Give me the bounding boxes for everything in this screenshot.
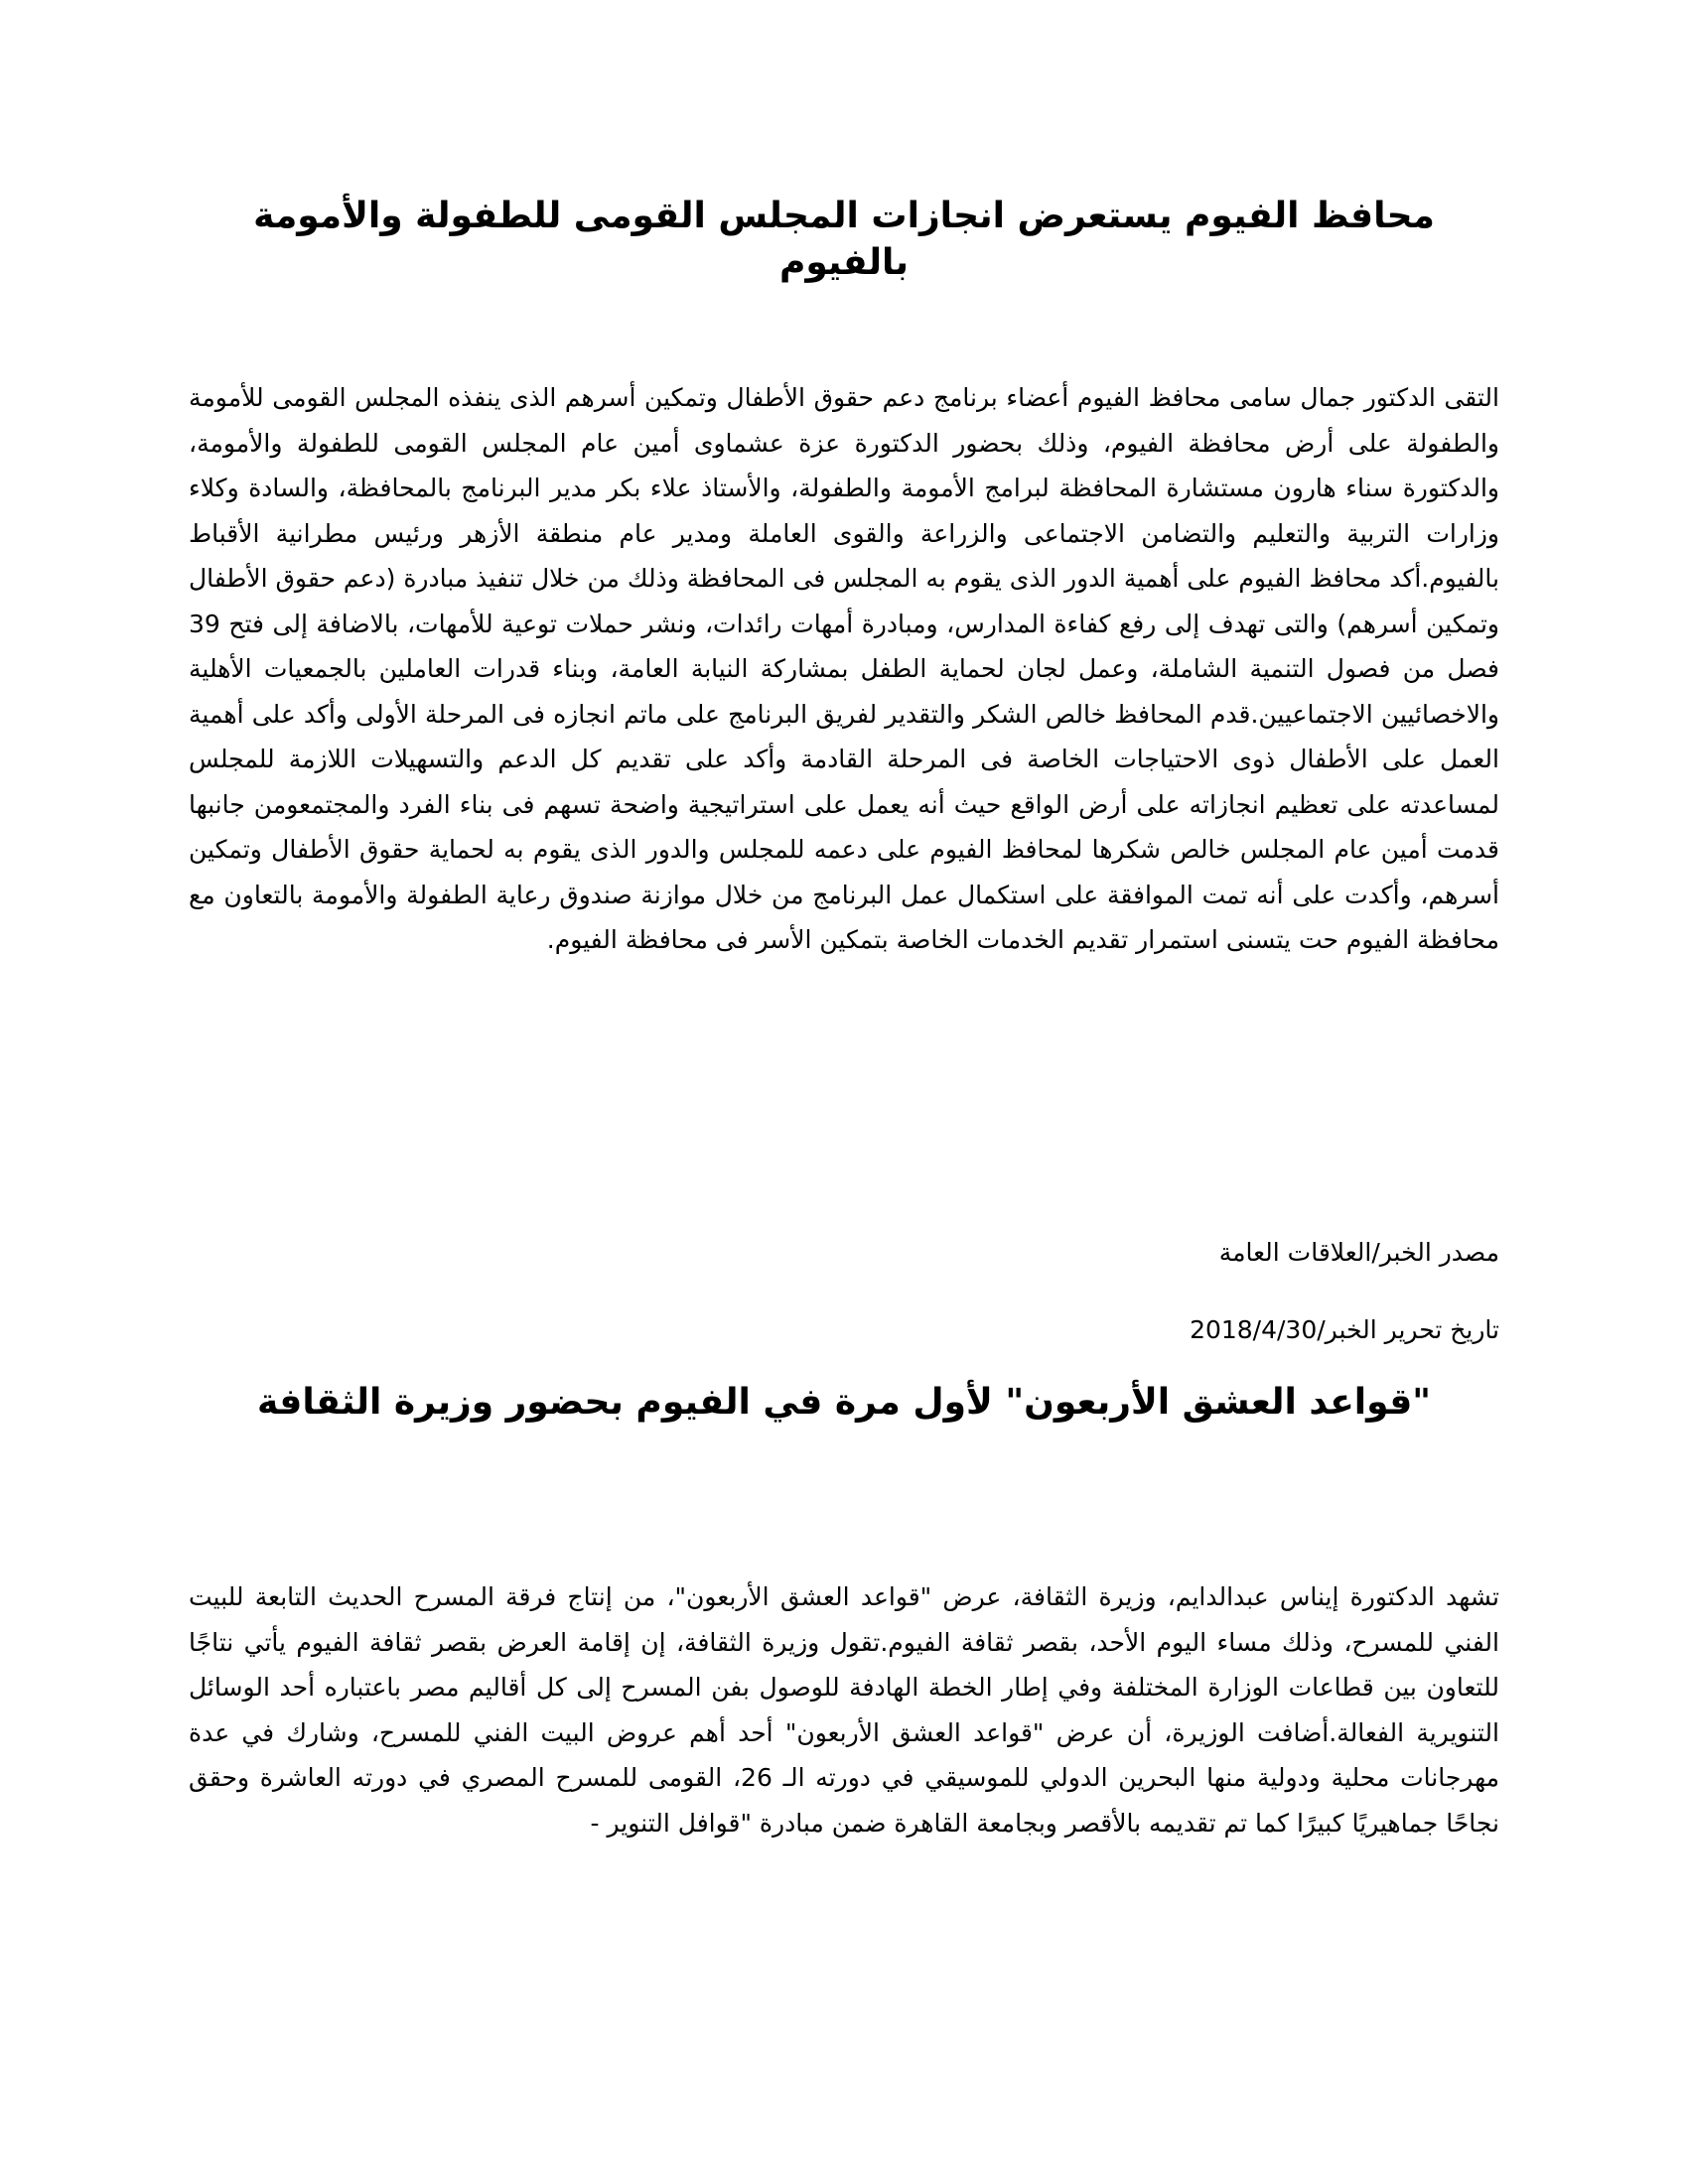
article-1-source: مصدر الخبر/العلاقات العامة [1218, 1238, 1499, 1267]
article-2-title: "قواعد العشق الأربعون" لأول مرة في الفيوم بحضور وزيرة الثقافة [256, 1382, 1432, 1423]
article-1-title: محافظ الفيوم يستعرض انجازات المجلس القومى للطفولة والأمومة بالفيوم [253, 196, 1435, 283]
article-2-body: تشهد الدكتورة إيناس عبدالدايم، وزيرة الثقافة، عرض "قواعد العشق الأربعون"، من إنتاج فرقة المسرح الحديث التابعة للبيت الفني للمسرح، وذلك مساء اليوم الأحد، بقصر ثقافة الفيوم.تقول وزيرة الثقافة، إن إقامة العرض بقصر ثقافة الفيوم يأتي نتاجًا للتعاون بين قطاعات الوزارة المختلفة وفي إطار الخطة الهادفة للوصول بفن المسرح إلى كل أقاليم مصر باعتباره أحد الوسائل التنويرية الفعالة.أضافت الوزيرة، أن عرض "قواعد العشق الأربعون" أحد أهم عروض البيت الفني للمسرح، وشارك في عدة مهرجانات محلية ودولية منها البحرين الدولي للموسيقي في دورته الـ 26، القومى للمسرح المصري في دورته العاشرة وحقق نجاحًا جماهيريًا كبيرًا كما تم تقديمه بالأقصر وبجامعة القاهرة ضمن مبادرة "قوافل التنوير - [189, 1582, 1499, 1838]
document-page [189, 0, 1499, 2184]
article-1-body: التقى الدكتور جمال سامى محافظ الفيوم أعضاء برنامج دعم حقوق الأطفال وتمكين أسرهم الذى ينفذه المجلس القومى للأمومة والطفولة على أرض محافظة الفيوم، وذلك بحضور الدكتورة عزة عشماوى أمين عام المجلس القومى للطفولة والأمومة، والدكتورة سناء هارون مستشارة المحافظة لبرامج الأمومة والطفولة، والأستاذ علاء بكر مدير البرنامج بالمحافظة، والسادة وكلاء وزارات التربية والتعليم والتضامن الاجتماعى والزراعة والقوى العاملة ومدير عام منطقة الأزهر ورئيس مطرانية الأقباط بالفيوم.أكد محافظ الفيوم على أهمية الدور الذى يقوم به المجلس فى المحافظة وذلك من خلال تنفيذ مبادرة (دعم حقوق الأطفال وتمكين أسرهم) والتى تهدف إلى رفع كفاءة المدارس، ومبادرة أمهات رائدات، ونشر حملات توعية للأمهات، بالاضافة إلى فتح 39 فصل من فصول التنمية الشاملة، وعمل لجان لحماية الطفل بمشاركة النيابة العامة، وبناء قدرات العاملين بالجمعيات الأهلية والاخصائيين الاجتماعيين.قدم المحافظ خالص الشكر والتقدير لفريق البرنامج على ماتم انجازه فى المرحلة الأولى وأكد على أهمية العمل على الأطفال ذوى الاحتياجات الخاصة فى المرحلة القادمة وأكد على تقديم كل الدعم والتسهيلات اللازمة للمجلس لمساعدته على تعظيم انجازاته على أرض الواقع حيث أنه يعمل على استراتيجية واضحة تسهم فى بناء الفرد والمجتمعومن جانبها قدمت أمين عام المجلس خالص شكرها لمحافظ الفيوم على دعمه للمجلس والدور الذى يقوم به لحماية حقوق الأطفال وتمكين أسرهم، وأكدت على أنه تمت الموافقة على استكمال عمل البرنامج من خلال موازنة صندوق رعاية الطفولة والأمومة بالتعاون مع محافظة الفيوم حت يتسنى استمرار تقديم الخدمات الخاصة بتمكين الأسر فى محافظة الفيوم. [189, 383, 1499, 954]
article-1-date: تاريخ تحرير الخبر/2018/4/30 [1190, 1315, 1499, 1344]
